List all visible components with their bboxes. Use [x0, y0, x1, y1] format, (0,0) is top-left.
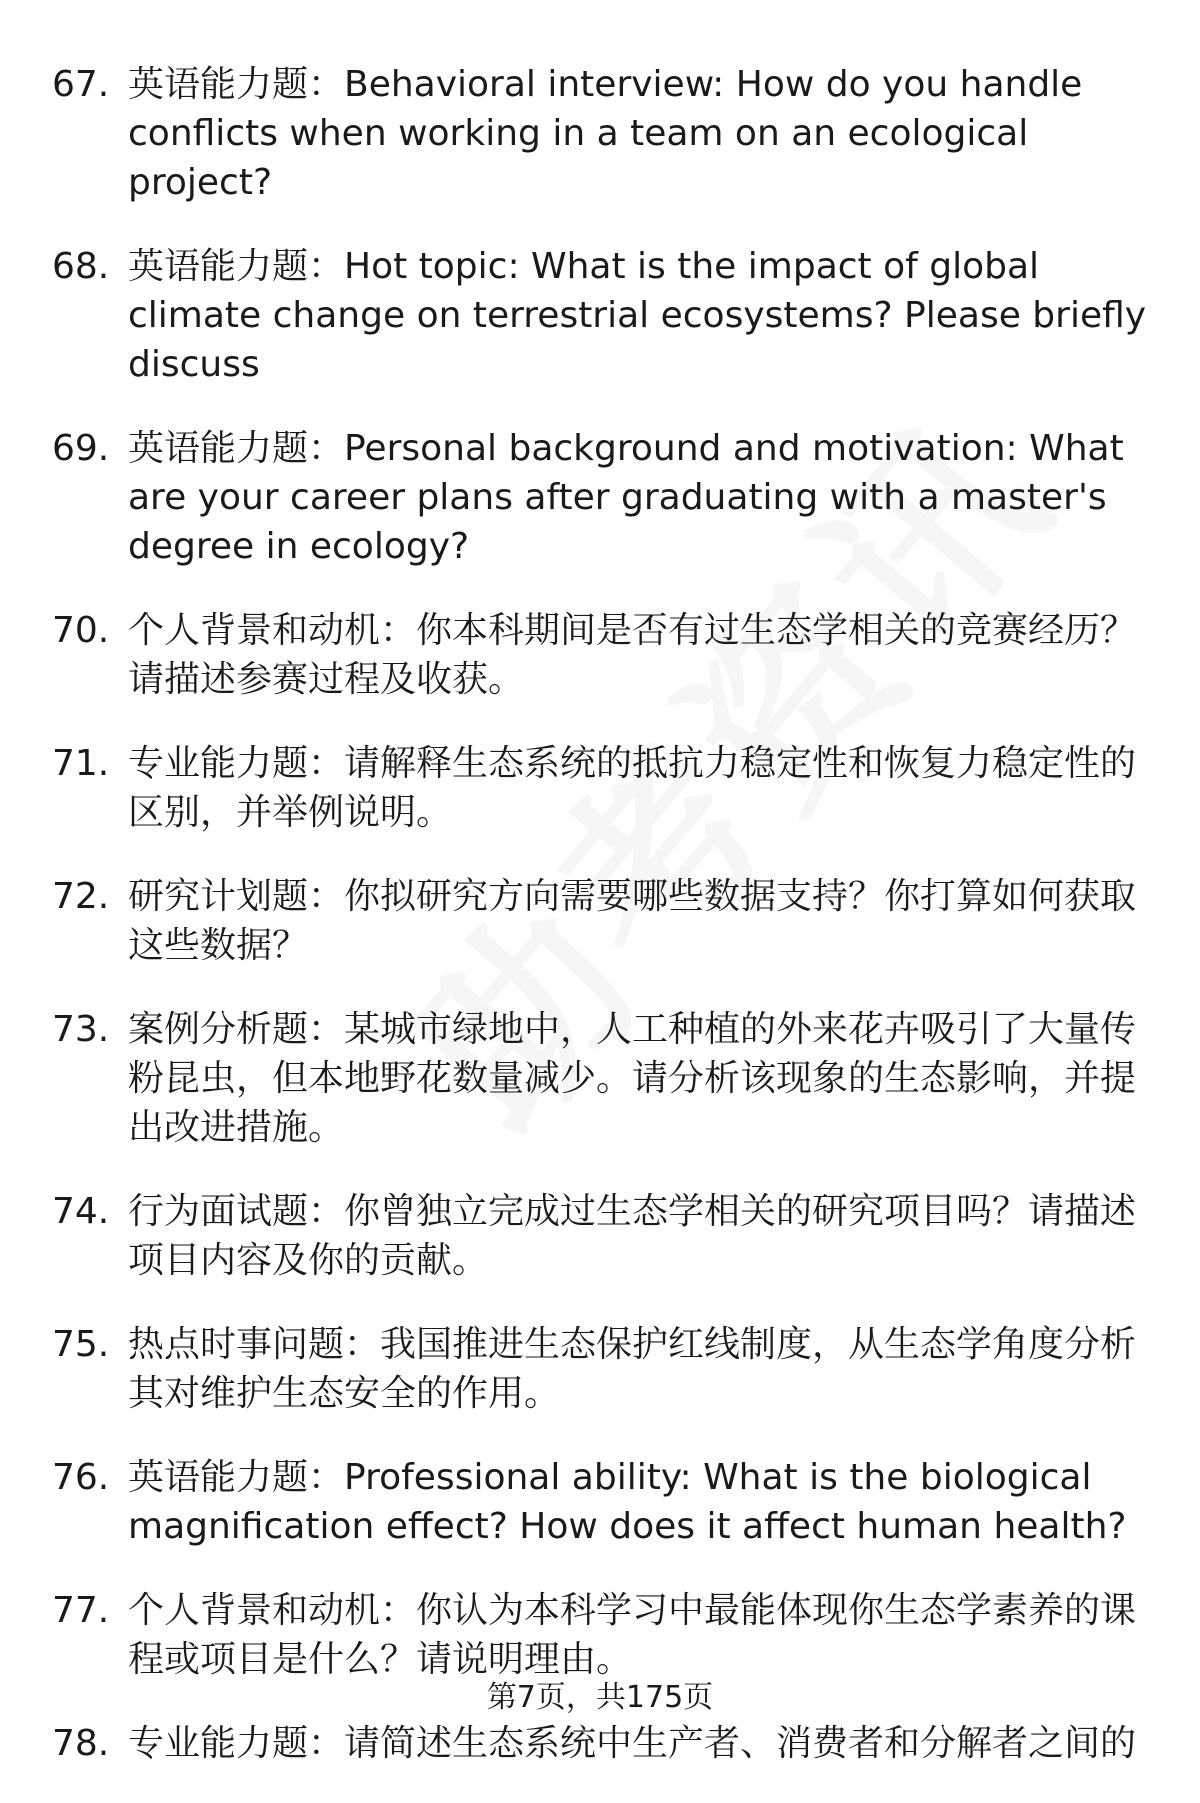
list-item: [0, 1719, 1200, 1768]
item-number: 72.: [52, 876, 110, 917]
item-text: 英语能力题：Behavioral interview: How do you handle conflicts when working in a team on an ecological project?: [128, 64, 1083, 203]
item-text: 英语能力题：Hot topic: What is the impact of global climate change on terrestrial ecosystems? Please briefly discuss: [128, 246, 1147, 385]
list-item: [0, 606, 1200, 704]
item-number: 71.: [52, 743, 110, 784]
list-item: [0, 1320, 1200, 1418]
item-text: 热点时事问题：我国推进生态保护红线制度，从生态学角度分析其对维护生态安全的作用。: [128, 1324, 1137, 1414]
item-text: 案例分析题：某城市绿地中，人工种植的外来花卉吸引了大量传粉昆虫，但本地野花数量减少。请分析该现象的生态影响，并提出改进措施。: [128, 1009, 1137, 1148]
item-number: 74.: [52, 1191, 110, 1232]
item-number: 77.: [52, 1590, 110, 1631]
item-text: 研究计划题：你拟研究方向需要哪些数据支持？你打算如何获取这些数据？: [128, 876, 1137, 966]
list-item: [0, 424, 1200, 571]
list-item: [0, 1453, 1200, 1551]
item-text: 专业能力题：请简述生态系统中生产者、消费者和分解者之间的: [128, 1723, 1137, 1764]
item-number: 70.: [52, 610, 110, 651]
item-text: 个人背景和动机：你认为本科学习中最能体现你生态学素养的课程或项目是什么？请说明理由。: [128, 1590, 1137, 1680]
item-number: 73.: [52, 1009, 110, 1050]
list-item: [0, 1586, 1200, 1684]
item-number: 69.: [52, 428, 110, 469]
item-number: 75.: [52, 1324, 110, 1365]
item-number: 68.: [52, 246, 110, 287]
item-text: 专业能力题：请解释生态系统的抵抗力稳定性和恢复力稳定性的区别，并举例说明。: [128, 743, 1137, 833]
item-text: 行为面试题：你曾独立完成过生态学相关的研究项目吗？请描述项目内容及你的贡献。: [128, 1191, 1137, 1281]
question-list: [0, 60, 1200, 1803]
item-text: 个人背景和动机：你本科期间是否有过生态学相关的竞赛经历？请描述参赛过程及收获。: [128, 610, 1137, 700]
list-item: [0, 739, 1200, 837]
list-item: [0, 1005, 1200, 1152]
item-number: 78.: [52, 1723, 110, 1764]
item-text: 英语能力题：Professional ability: What is the biological magnification effect? How does it affect human health?: [128, 1457, 1127, 1547]
list-item: [0, 1187, 1200, 1285]
list-item: [0, 872, 1200, 970]
list-item: [0, 60, 1200, 207]
item-text: 英语能力题：Personal background and motivation: What are your career plans after graduating with a master's degree in ecology?: [128, 428, 1124, 567]
page-footer: 第7页，共175页: [486, 1680, 714, 1715]
item-number: 76.: [52, 1457, 110, 1498]
list-item: [0, 242, 1200, 389]
item-number: 67.: [52, 64, 110, 105]
